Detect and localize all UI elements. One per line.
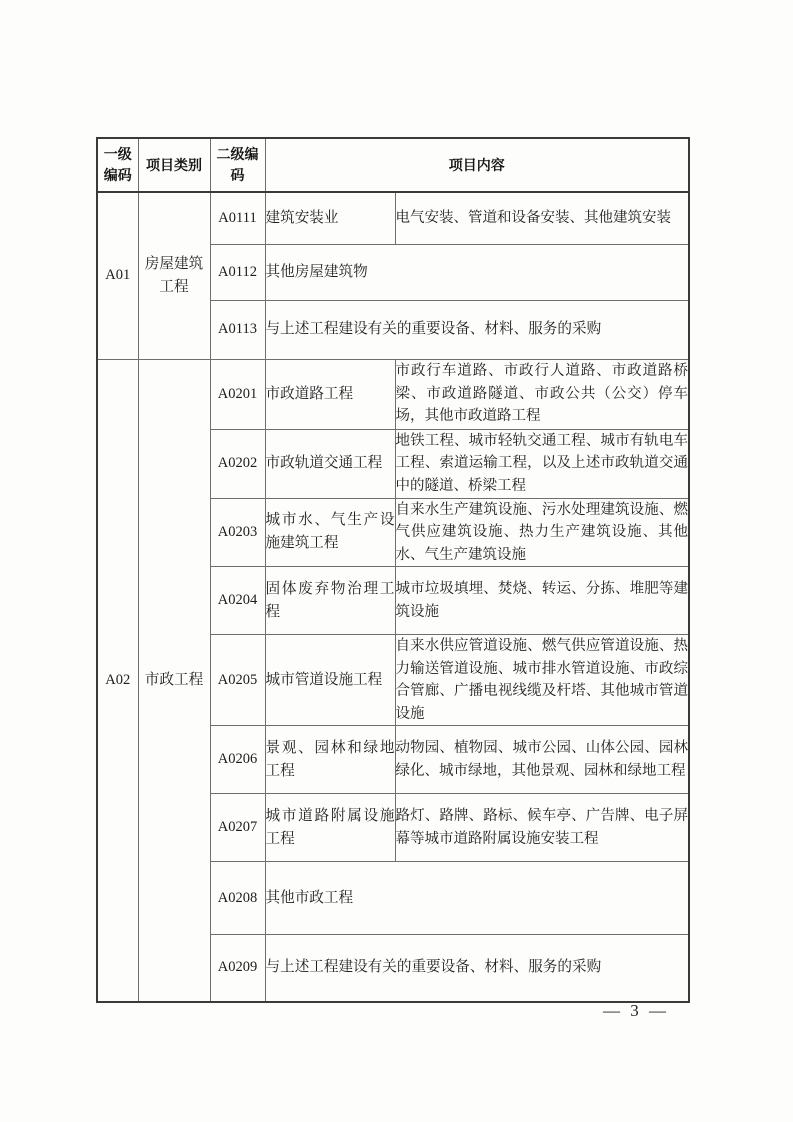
- header-category: 项目类别: [138, 138, 210, 192]
- row-code-cell: A0203: [210, 498, 265, 567]
- section-code-cell: A01: [97, 192, 138, 359]
- row-name-cell: 城市管道设施工程: [265, 635, 395, 726]
- table-row-A0111: [97, 192, 689, 244]
- section-category-cell: 市政工程: [138, 359, 210, 1002]
- row-content-cell: 动物园、植物园、城市公园、山体公园、园林绿化、城市绿地，其他景观、园林和绿地工程: [395, 726, 689, 794]
- header-level1-code: 一级编码: [97, 138, 138, 192]
- header-level2-code: 二级编码: [210, 138, 265, 192]
- table-header-row: [97, 138, 689, 192]
- row-name-cell: 市政轨道交通工程: [265, 429, 395, 498]
- row-code-cell: A0209: [210, 935, 265, 1002]
- row-content-cell: 城市垃圾填埋、焚烧、转运、分拣、堆肥等建筑设施: [395, 567, 689, 635]
- row-code-cell: A0113: [210, 300, 265, 359]
- row-name-cell: 其他房屋建筑物: [265, 244, 689, 300]
- row-code-cell: A0204: [210, 567, 265, 635]
- row-code-cell: A0112: [210, 244, 265, 300]
- row-content-cell: 地铁工程、城市轻轨交通工程、城市有轨电车工程、索道运输工程，以及上述市政轨道交通中的隧道、桥梁工程: [395, 429, 689, 498]
- row-content-cell: 市政行车道路、市政行人道路、市政道路桥梁、市政道路隧道、市政公共（公交）停车场，其他市政道路工程: [395, 359, 689, 429]
- row-name-cell: 建筑安装业: [265, 192, 395, 244]
- row-name-cell: 景观、园林和绿地工程: [265, 726, 395, 794]
- row-name-cell: 其他市政工程: [265, 862, 689, 935]
- row-code-cell: A0111: [210, 192, 265, 244]
- row-content-cell: 自来水供应管道设施、燃气供应管道设施、热力输送管道设施、城市排水管道设施、市政综合管廊、广播电视线缆及杆塔、其他城市管道设施: [395, 635, 689, 726]
- row-code-cell: A0207: [210, 794, 265, 862]
- row-code-cell: A0201: [210, 359, 265, 429]
- row-content-cell: 自来水生产建筑设施、污水处理建筑设施、燃气供应建筑设施、热力生产建筑设施、其他水、气生产建筑设施: [395, 498, 689, 567]
- row-content-cell: 路灯、路牌、路标、候车亭、广告牌、电子屏幕等城市道路附属设施安装工程: [395, 794, 689, 862]
- row-name-cell: 城市道路附属设施工程: [265, 794, 395, 862]
- row-name-cell: 市政道路工程: [265, 359, 395, 429]
- table-row-A0201: [97, 359, 689, 429]
- section-category-cell: 房屋建筑工程: [138, 192, 210, 359]
- section-code-cell: A02: [97, 359, 138, 1002]
- row-code-cell: A0202: [210, 429, 265, 498]
- page-number: — 3 —: [603, 1001, 669, 1020]
- table-body: [97, 192, 689, 1002]
- row-name-cell: 固体废弃物治理工程: [265, 567, 395, 635]
- classification-table: [96, 137, 690, 1003]
- row-code-cell: A0206: [210, 726, 265, 794]
- header-project-content: 项目内容: [265, 138, 689, 192]
- row-name-cell: 城市水、气生产设施建筑工程: [265, 498, 395, 567]
- row-content-cell: 电气安装、管道和设备安装、其他建筑安装: [395, 192, 689, 244]
- row-name-cell: 与上述工程建设有关的重要设备、材料、服务的采购: [265, 935, 689, 1002]
- row-name-cell: 与上述工程建设有关的重要设备、材料、服务的采购: [265, 300, 689, 359]
- row-code-cell: A0208: [210, 862, 265, 935]
- row-code-cell: A0205: [210, 635, 265, 726]
